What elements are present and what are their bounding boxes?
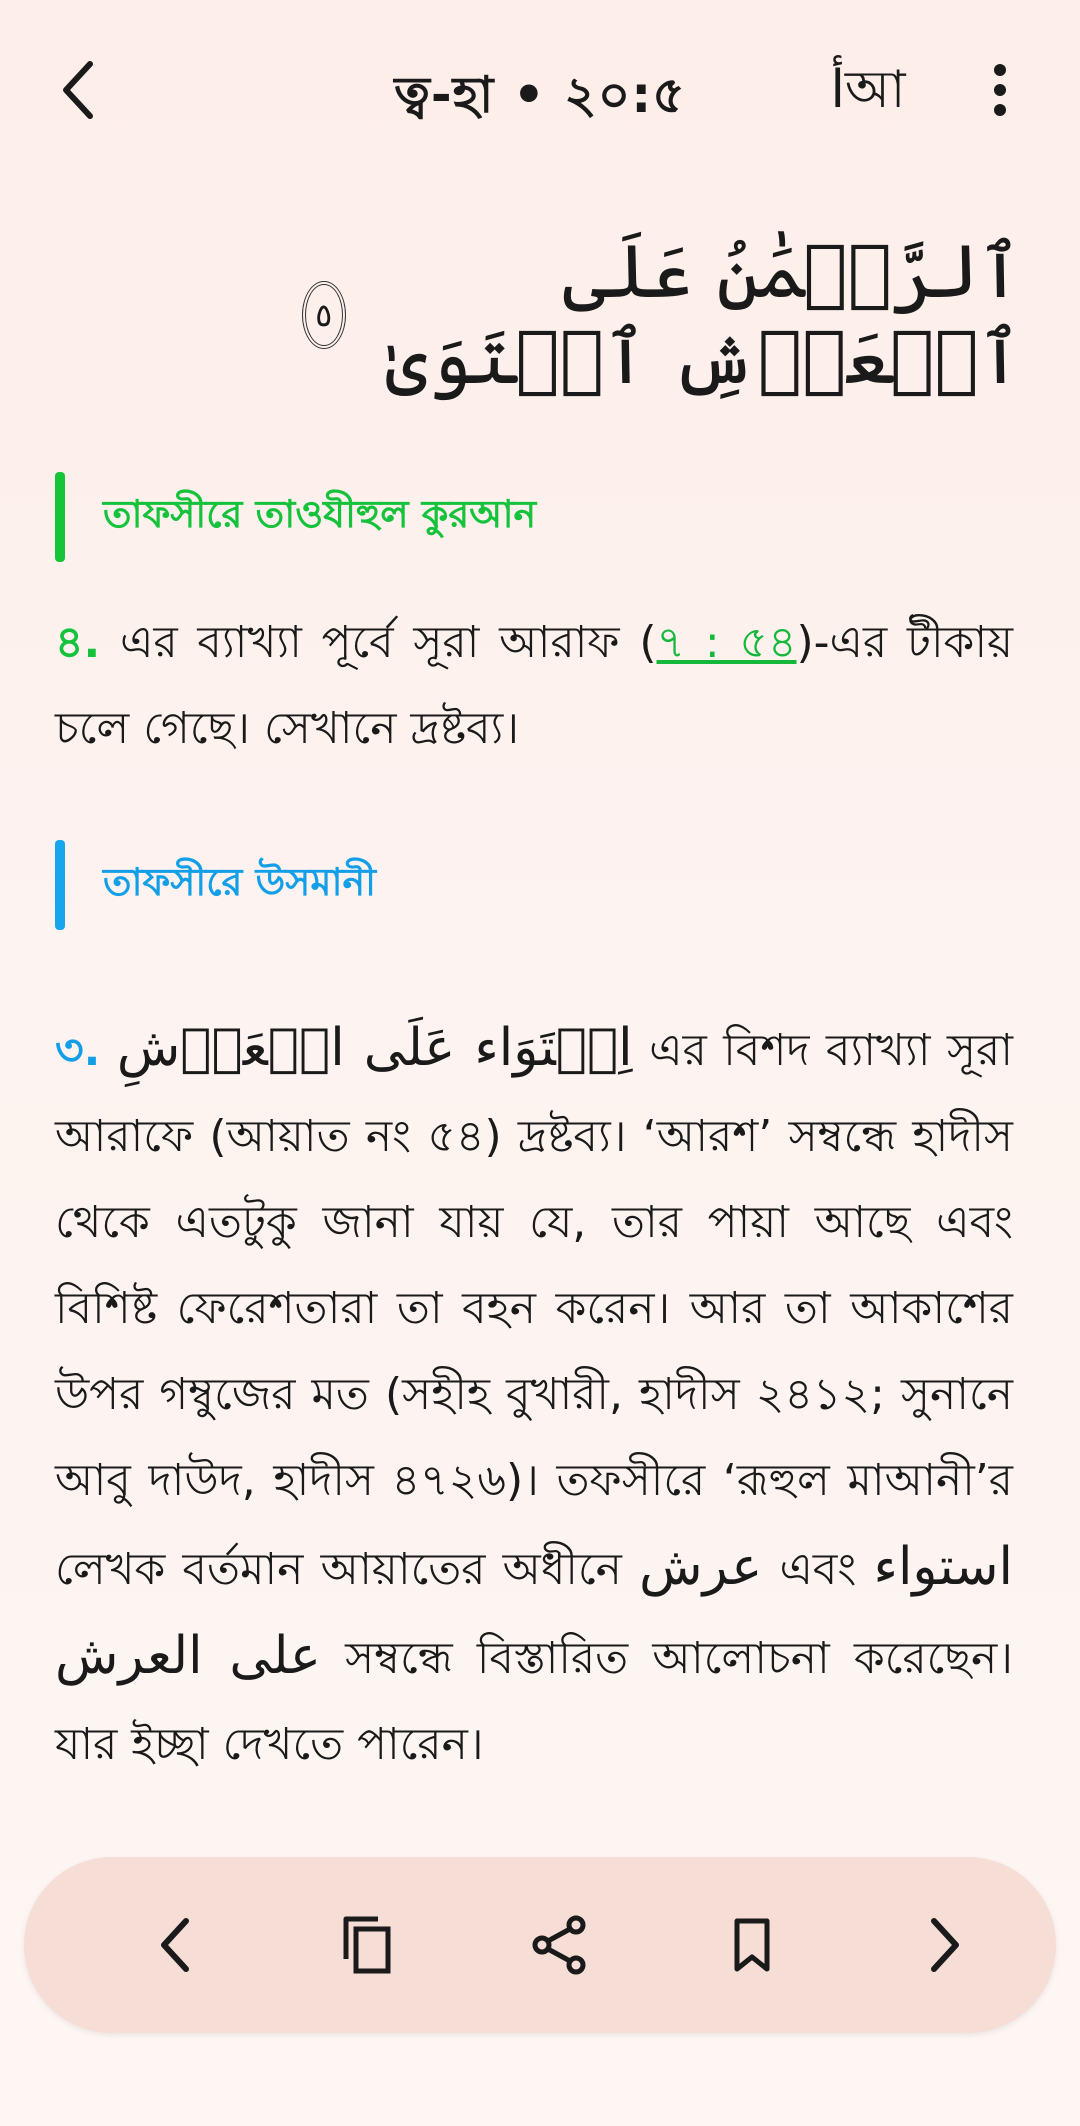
top-app-bar (0, 40, 1080, 140)
tafsir-section-header-tawzihul (55, 472, 536, 562)
bookmark-button[interactable] (712, 1905, 792, 1985)
ayah-arabic-text (302, 229, 1022, 401)
page-title: ত্ব-হা • ২০:৫ (394, 66, 686, 124)
note-number: ৪. (55, 617, 101, 668)
section-accent-bar (55, 472, 65, 562)
text-segment: এর বিশদ ব্যাখ্যা সূরা আরাফে (আয়াত নং ৫৪) দ্রষ্টব্য। ‘আরশ’ সম্বন্ধে হাদীস থেকে এতটুকু জানা যায় যে, তার পায়া আছে এবং বিশিষ্ট ফেরেশতারা তা বহন করেন। আর তা আকাশের উপর গম্বুজের মত (সহীহ বুখারী, হাদীস ২৪১২; সুনানে আবু দাউদ, হাদীস ৪৭২৬)। তফসীরে ‘রূহুল মাআনী’র লেখক বর্তমান আয়াতের অধীনে (55, 1025, 1013, 1595)
next-button[interactable] (904, 1905, 984, 1985)
more-vertical-icon (990, 60, 1010, 120)
bottom-action-bar (24, 1857, 1056, 2033)
section-title: তাফসীরে উসমানী (103, 860, 377, 904)
arabic-phrase: استواء على العرش (55, 1537, 1013, 1686)
share-icon (530, 1915, 590, 1975)
text-segment: এর ব্যাখ্যা পূর্বে সূরা আরাফ ( (100, 617, 657, 668)
translate-icon: أআ (830, 59, 906, 120)
text-segment: )-এর টীকায় চলে গেছে। সেখানে দ্রষ্টব্য। (55, 617, 1013, 754)
more-options-button[interactable] (970, 50, 1030, 130)
verse-reference-link[interactable]: ৭ : ৫৪ (656, 617, 797, 668)
next-icon (924, 1915, 964, 1975)
arabic-phrase: اِسۡتَوَاء عَلَى الۡعَرۡشِ (116, 1018, 633, 1078)
tafsir-section-header-usmani (55, 840, 376, 930)
note-number: ৩. (55, 1025, 101, 1076)
tafsir-text-tawzihul (55, 600, 1013, 772)
text-segment: এবং (762, 1544, 874, 1595)
previous-button[interactable] (136, 1905, 216, 1985)
bookmark-icon (729, 1915, 775, 1975)
ayah-text: ٱلرَّحۡمَٰنُ عَلَى ٱلۡعَرۡشِ ٱسۡتَوَىٰ (385, 229, 1022, 401)
section-title: তাফসীরে তাওযীহুল কুরআন (103, 492, 537, 536)
arabic-phrase: عرش (639, 1537, 763, 1597)
share-button[interactable] (520, 1905, 600, 1985)
translate-button[interactable] (818, 52, 918, 132)
tafsir-text-usmani (55, 1005, 1013, 1788)
section-accent-bar (55, 840, 65, 930)
copy-icon (338, 1913, 398, 1977)
previous-icon (156, 1915, 196, 1975)
copy-button[interactable] (328, 1905, 408, 1985)
ayah-number-badge: ٥ (302, 281, 346, 349)
text-segment: সম্বন্ধে বিস্তারিত আলোচনা করেছেন। যার ইচ্ছা দেখতে পারেন। (55, 1633, 1013, 1770)
